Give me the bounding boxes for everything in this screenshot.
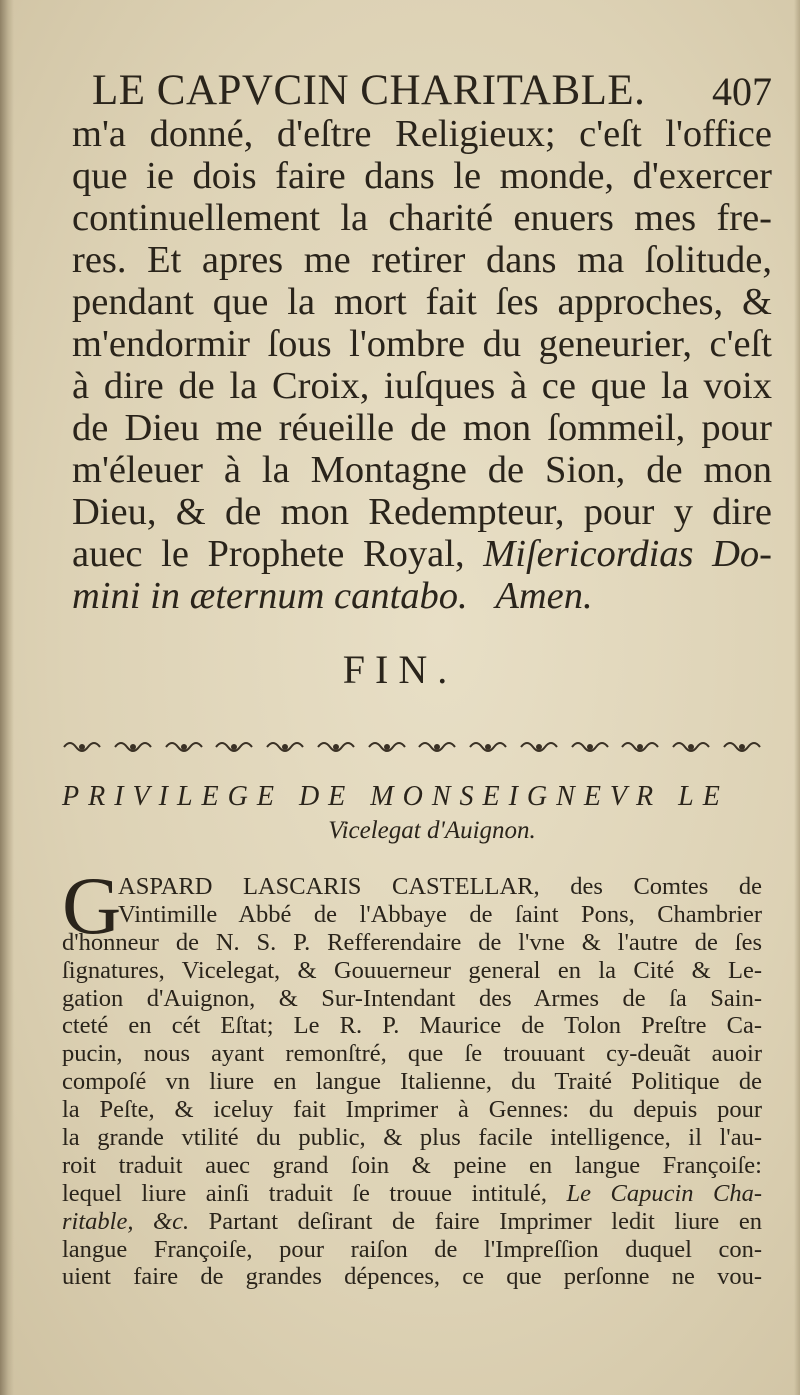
ornament-divider — [62, 733, 762, 761]
main-text-block — [72, 113, 772, 617]
text-line: continuellement la charité enuers mes fre- — [72, 197, 772, 239]
text-line: Dieu, & de mon Redempteur, pour y dire — [72, 491, 772, 533]
privilege-line-with-title — [62, 1208, 762, 1236]
privilege-line: compoſé vn liure en langue Italienne, du Traité Politique de — [62, 1068, 762, 1096]
text-line: m'endormir ſous l'ombre du geneurier, c'eſt — [72, 323, 772, 365]
book-title-start: Le Capucin Cha- — [566, 1179, 763, 1207]
text-line: res. Et apres me retirer dans ma ſolitude, — [72, 239, 772, 281]
fleuron-ornament-icon — [417, 737, 457, 757]
privilege-line: ſignatures, Vicelegat, & Gouuerneur general en la Cité & Le- — [62, 956, 762, 984]
text-line: que ie dois faire dans le monde, d'exercer — [72, 155, 772, 197]
text-line: pendant que la mort fait ſes approches, & — [72, 281, 772, 323]
privilege-line: roit traduit auec grand ſoin & peine en langue Françoiſe: — [62, 1151, 762, 1179]
privilege-heading-line1: PRIVILEGE DE MONSEIGNEVR LE — [62, 781, 729, 812]
privilege-line: ASPARD LASCARIS CASTELLAR, des Comtes de — [118, 873, 762, 900]
privilege-line: uient faire de grandes dépences, ce que perſonne ne vou- — [62, 1263, 762, 1291]
latin-quote-start: Miſericordias Do- — [483, 533, 773, 575]
fleuron-ornament-icon — [214, 737, 254, 757]
privilege-line: la Peſte, & iceluy fait Imprimer à Gennes: du depuis pour — [62, 1096, 762, 1124]
fleuron-ornament-icon — [367, 737, 407, 757]
privilege-line-with-title — [62, 1180, 762, 1208]
drop-cap: G — [62, 860, 122, 951]
privilege-line: pucin, nous ayant remonſtré, que ſe trouuant cy-deuãt auoir — [62, 1040, 762, 1068]
text-line-latin — [72, 575, 772, 617]
fleuron-ornament-icon — [671, 737, 711, 757]
text-line-with-quote — [72, 533, 772, 575]
privilege-line: gation d'Auignon, & Sur-Intendant des Armes de ſa Sain- — [62, 984, 762, 1012]
page-edge-shadow — [794, 0, 800, 1395]
privilege-line: la grande vtilité du public, & plus facile intelligence, il l'au- — [62, 1124, 762, 1152]
privilege-heading — [62, 780, 762, 848]
fleuron-ornament-icon — [164, 737, 204, 757]
book-title-end: ritable, &c. — [62, 1207, 190, 1235]
text-line: m'éleuer à la Montagne de Sion, de mon — [72, 449, 772, 491]
text-line: à dire de la Croix, iuſques à ce que la voix — [72, 365, 772, 407]
privilege-segment: Partant deſirant de faire Imprimer ledit liure en — [208, 1207, 763, 1235]
running-head — [92, 66, 772, 116]
fin-marker: FIN. — [342, 647, 458, 692]
privilege-line: d'honneur de N. S. P. Refferendaire de l'vne & l'autre de ſes — [62, 928, 762, 956]
fleuron-ornament-icon — [570, 737, 610, 757]
privilege-line: langue Françoiſe, pour raiſon de l'Impreſſion duquel con- — [62, 1235, 762, 1263]
fleuron-ornament-icon — [265, 737, 305, 757]
privilege-heading-line2: Vicelegat d'Auignon. — [328, 817, 536, 844]
text-line: m'a donné, d'eſtre Religieux; c'eſt l'office — [72, 113, 772, 155]
fleuron-ornament-icon — [316, 737, 356, 757]
page-gutter-shadow — [0, 0, 14, 1395]
fleuron-ornament-icon — [113, 737, 153, 757]
fleuron-ornament-icon — [468, 737, 508, 757]
latin-quote-end: mini in æternum cantabo. — [72, 575, 468, 617]
privilege-text-block — [62, 873, 762, 1291]
privilege-line: cteté en cét Eſtat; Le R. P. Maurice de Tolon Preſtre Ca- — [62, 1012, 762, 1040]
text-line: de Dieu me réueille de mon ſommeil, pour — [72, 407, 772, 449]
privilege-line: Vintimille Abbé de l'Abbaye de ſaint Pons, Chambrier — [118, 900, 762, 928]
fleuron-ornament-icon — [620, 737, 660, 757]
fleuron-ornament-icon — [519, 737, 559, 757]
privilege-segment: lequel liure ainſi traduit ſe trouue intitulé, — [62, 1179, 547, 1207]
running-title: LE CAPVCIN CHARITABLE. — [92, 67, 646, 114]
fleuron-ornament-icon — [722, 737, 762, 757]
amen-text: Amen. — [495, 575, 593, 617]
page-number: 407 — [712, 69, 772, 114]
text-segment: auec le Prophete Royal, — [72, 533, 465, 575]
fleuron-ornament-icon — [62, 737, 102, 757]
